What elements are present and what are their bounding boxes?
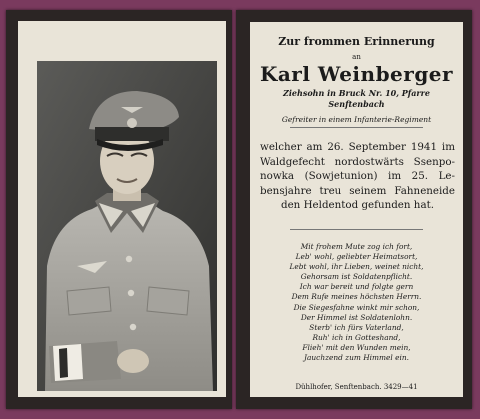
poem-line: Jauchzend zum Himmel ein. [304, 353, 409, 363]
soldier-portrait-photo [37, 61, 217, 391]
memorial-body-line: welcher am 26. September 1941 im [260, 141, 455, 153]
poem-line: Gehorsam ist Soldatenpflicht. [300, 272, 413, 282]
deceased-origin-line1: Ziehsohn in Bruck Nr. 10, Pfarre [283, 88, 430, 98]
memorial-heading: Zur frommen Erinnerung [278, 35, 435, 48]
deceased-origin-line2: Senftenbach [328, 99, 385, 109]
memorial-body-line: bensjahre treu seinem Fahneneide [260, 184, 455, 197]
poem-line: Dem Rufe meines höchsten Herrn. [291, 292, 422, 302]
divider-top [290, 127, 423, 128]
memorial-body-line: Waldgefecht nordostwärts Ssenpo- [260, 155, 455, 168]
poem-line: Leb' wohl, geliebter Heimatsort, [295, 252, 418, 262]
memorial-an: an [352, 53, 361, 61]
memorial-body [260, 140, 455, 213]
memorial-text-panel [250, 22, 463, 397]
poem-line: Flieh' mit den Wunden mein, [302, 342, 411, 352]
poem-line: Sterb' ich fürs Vaterland, [309, 322, 404, 332]
poem-line: Ruh' ich in Gotteshand, [312, 332, 401, 342]
poem-line: Die Siegesfahne winkt mir schon, [293, 302, 420, 312]
printer-footer: Dühlhofer, Senftenbach. 3429—41 [295, 383, 418, 391]
poem-line: Mit frohem Mute zog ich fort, [300, 242, 413, 251]
deceased-name: Karl Weinberger [259, 62, 454, 86]
divider-middle [290, 229, 423, 230]
poem-line: Lebt wohl, ihr Lieben, weinet nicht, [289, 262, 424, 272]
memorial-body-line: den Heldentod gefunden hat. [280, 199, 434, 212]
photo-card-panel [18, 21, 226, 397]
poem-line: Ich war bereit und folgte gern [299, 282, 414, 292]
photo-card [6, 10, 232, 409]
memorial-text-card [236, 10, 472, 409]
poem-line: Der Himmel ist Soldatenlohn. [300, 312, 413, 322]
deceased-rank: Gefreiter in einem Infanterie-Regiment [281, 115, 432, 124]
soldier-portrait-illustration [37, 61, 217, 391]
memorial-poem [250, 242, 463, 363]
memorial-body-line: nowka (Sowjetunion) im 25. Le- [260, 170, 455, 183]
